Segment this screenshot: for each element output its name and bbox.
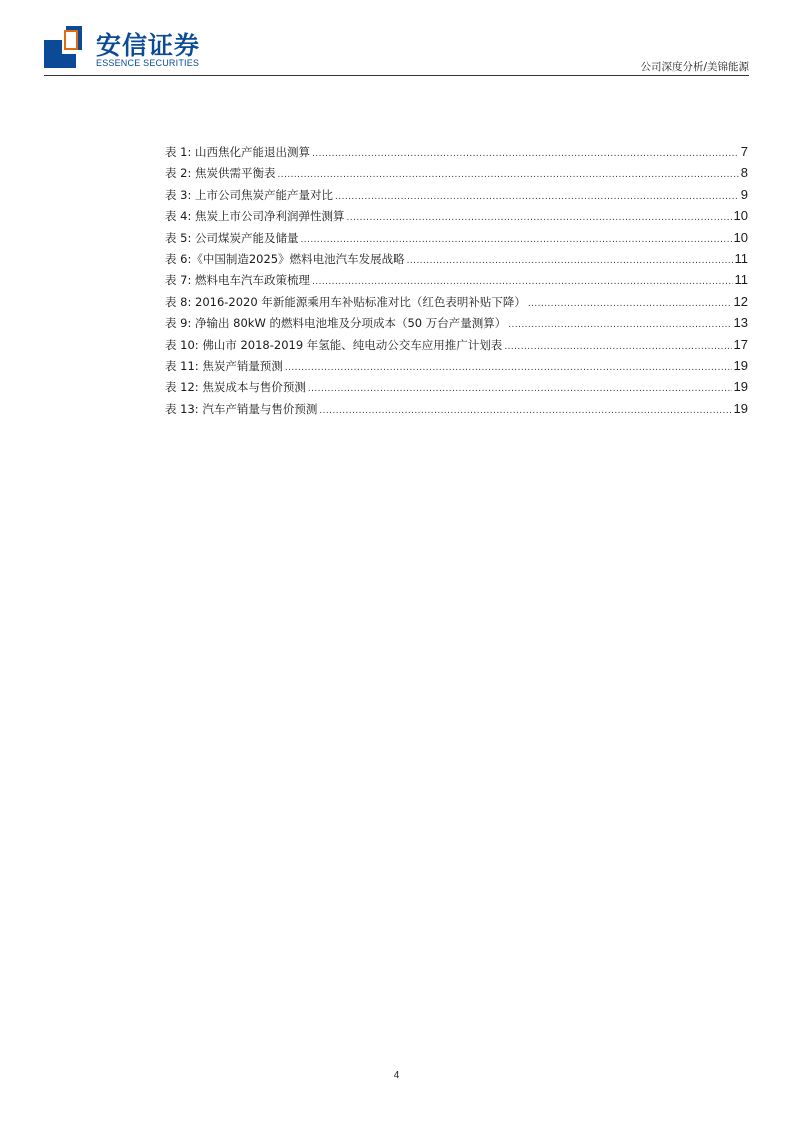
toc-entry-page: 8 [740,165,748,181]
toc-entry-page: 10 [733,229,748,245]
toc-entry[interactable] [165,165,748,186]
toc-entry-label: 表 6:《中国制造2025》燃料电池汽车发展战略 [165,251,405,266]
toc-entry-label: 表 9: 净输出 80kW 的燃料电池堆及分项成本（50 万台产量测算） [165,316,507,331]
toc-leader-dots [504,341,731,352]
toc-entry-page: 12 [733,293,748,309]
toc-entry[interactable] [165,337,748,358]
toc-leader-dots [347,212,732,223]
toc-entry-label: 表 12: 焦炭成本与售价预测 [165,380,306,395]
toc-leader-dots [407,255,733,266]
toc-leader-dots [312,148,739,159]
toc-entry-page: 7 [740,144,748,159]
toc-entry[interactable] [165,379,748,400]
toc-entry-page: 11 [734,272,748,288]
toc-entry-page: 10 [733,208,748,224]
toc-entry[interactable] [165,358,748,379]
toc-leader-dots [335,191,739,202]
toc-entry[interactable] [165,294,748,315]
report-type: 公司深度分析/美锦能源 [640,61,749,73]
toc-entry-label: 表 3: 上市公司焦炭产能产量对比 [165,187,334,202]
toc-entry[interactable] [165,187,748,208]
toc-entry-label: 表 4: 焦炭上市公司净利润弹性测算 [165,209,345,224]
header-divider [44,75,749,76]
toc-entry-label: 表 5: 公司煤炭产能及储量 [165,230,299,245]
toc-entry-page: 11 [734,250,748,266]
page-number: 4 [393,1070,400,1081]
toc-entry[interactable] [165,401,748,422]
toc-entry-label: 表 10: 佛山市 2018-2019 年氢能、纯电动公交车应用推广计划表 [165,337,503,352]
toc-entry-label: 表 7: 燃料电车汽车政策梳理 [165,273,311,288]
toc-entry-page: 19 [733,379,748,395]
essence-logo-icon [44,26,82,68]
toc-leader-dots [319,405,731,416]
toc-entry[interactable] [165,144,748,165]
toc-entry[interactable] [165,208,748,229]
toc-leader-dots [308,383,732,394]
toc-entry-label: 表 11: 焦炭产销量预测 [165,358,283,373]
table-of-tables [165,144,748,422]
toc-leader-dots [312,276,732,287]
toc-leader-dots [285,362,732,373]
logo-text-en: ESSENCE SECURITIES [96,58,200,68]
toc-entry-page: 19 [733,400,748,416]
toc-entry-label: 表 1: 山西焦化产能退出测算 [165,145,311,159]
toc-leader-dots [278,169,739,180]
toc-entry-label: 表 8: 2016-2020 年新能源乘用车补贴标准对比（红色表明补贴下降） [165,294,526,309]
toc-entry[interactable] [165,251,748,272]
logo-text-cn: 安信证券 [96,31,201,60]
company-logo [44,26,204,72]
toc-leader-dots [508,319,731,330]
toc-entry-page: 19 [733,357,748,373]
toc-entry-page: 9 [740,186,748,202]
toc-entry-page: 13 [733,315,748,331]
toc-entry-label: 表 2: 焦炭供需平衡表 [165,166,276,181]
toc-entry[interactable] [165,315,748,336]
toc-entry-label: 表 13: 汽车产销量与售价预测 [165,401,318,416]
toc-entry[interactable] [165,272,748,293]
toc-leader-dots [528,298,732,309]
toc-leader-dots [301,234,732,245]
toc-entry-page: 17 [733,336,748,352]
toc-entry[interactable] [165,230,748,251]
